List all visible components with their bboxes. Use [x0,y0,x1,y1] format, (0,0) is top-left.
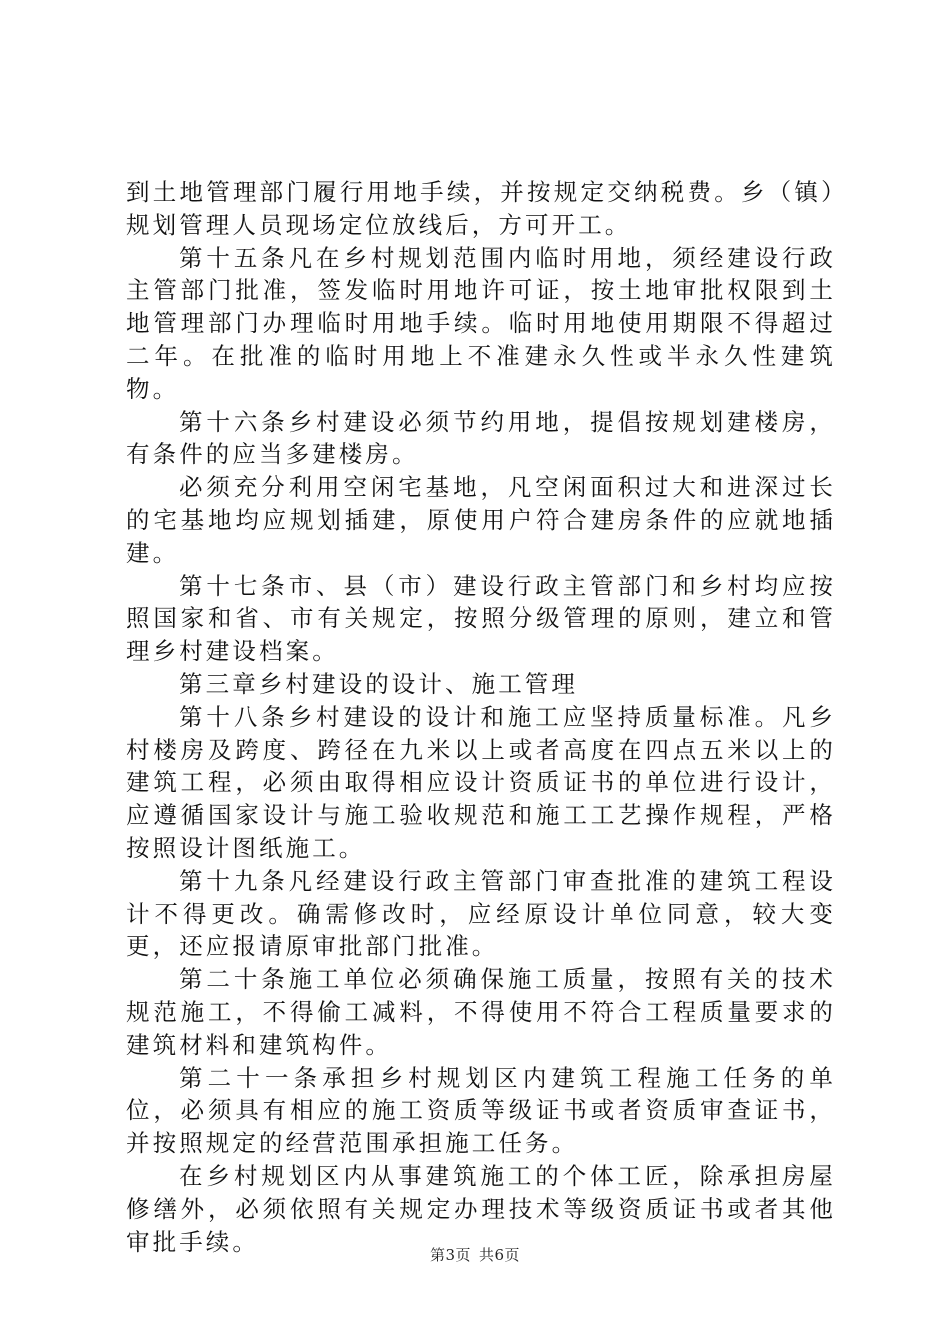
document-body [126,176,836,1258]
chapter-3-heading: 第三章乡村建设的设计、施工管理 [179,669,578,698]
paragraph-article-16: 第十六条乡村建设必须节约用地，提倡按规划建楼房，有条件的应当多建楼房。 [126,407,836,469]
paragraph-continuation: 到土地管理部门履行用地手续，并按规定交纳税费。乡（镇）规划管理人员现场定位放线后，方可开工。 [126,178,836,239]
page-number: 第3页 [429,1246,471,1264]
paragraph-individual-craftsmen: 在乡村规划区内从事建筑施工的个体工匠，除承担房屋修缮外，必须依照有关规定办理技术等级资质证书或者其他审批手续。 [126,1161,836,1256]
paragraph-article-20: 第二十条施工单位必须确保施工质量，按照有关的技术规范施工，不得偷工减料，不得使用不符合工程质量要求的建筑材料和建筑构件。 [126,965,836,1059]
paragraph-article-19: 第十九条凡经建设行政主管部门审查批准的建筑工程设计不得更改。确需修改时，应经原设计单位同意，较大变更，还应报请原审批部门批准。 [126,866,836,961]
paragraph-article-17: 第十七条市、县（市）建设行政主管部门和乡村均应按照国家和省、市有关规定，按照分级管理的原则，建立和管理乡村建设档案。 [126,571,836,666]
paragraph-article-18: 第十八条乡村建设的设计和施工应坚持质量标准。凡乡村楼房及跨度、跨径在九米以上或者高度在四点五米以上的建筑工程，必须由取得相应设计资质证书的单位进行设计，应遵循国家设计与施工验收规范和施工工艺操作规程，严格按照设计图纸施工。 [126,702,836,862]
paragraph-article-21: 第二十一条承担乡村规划区内建筑工程施工任务的单位，必须具有相应的施工资质等级证书或者资质审查证书，并按照规定的经营范围承担施工任务。 [126,1063,836,1158]
paragraph-idle-homestead: 必须充分利用空闲宅基地，凡空闲面积过大和进深过长的宅基地均应规划插建，原使用户符合建房条件的应就地插建。 [126,473,836,567]
paragraph-article-15: 第十五条凡在乡村规划范围内临时用地，须经建设行政主管部门批准，签发临时用地许可证，按土地审批权限到土地管理部门办理临时用地手续。临时用地使用期限不得超过二年。在批准的临时用地上不准建永久性或半永久性建筑物。 [126,243,836,403]
page-footer [0,1244,950,1265]
page-total: 共6页 [479,1246,521,1264]
